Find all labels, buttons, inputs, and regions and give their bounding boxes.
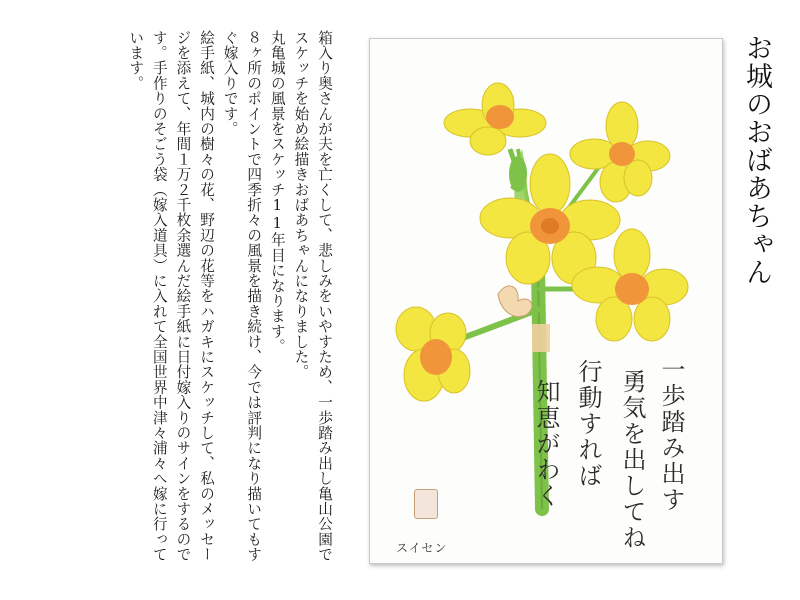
paragraph: 箱入り奥さんが夫を亡くして、悲しみをいやすため、一歩踏み出し亀山公園でスケッチを始め絵描きおばあちゃんになりました。 [292, 30, 333, 562]
artist-seal [414, 489, 438, 519]
card-signature: スイセン [396, 541, 448, 555]
paragraph: ８ヶ所のポイントで四季折々の風景を描き続け、今では評判になり描いてもすぐ嫁入りです。 [221, 30, 263, 562]
paragraph: 丸亀城の風景をスケッチ11年目になります。 [268, 30, 286, 354]
paragraph: 絵手紙、城内の樹々の花、野辺の花等をハガキにスケッチして、私のメッセージを添えて、年間１万２千枚余選んだ絵手紙に日付嫁入りのサインをするのです。手作りのそごう袋（嫁入道具）に入れて全国世界中津々浦々へ嫁に行っています。 [127, 30, 216, 562]
picture-postcard [369, 38, 723, 564]
card-message-line: 勇気を出してね [618, 369, 646, 551]
card-message-line: 知恵がわく [532, 379, 560, 509]
article-body [106, 30, 336, 570]
card-message-line: 一歩踏み出す [657, 357, 685, 513]
page-title: お城のおばあちゃん [741, 34, 772, 286]
card-message-line: 行動すれば [574, 359, 602, 489]
